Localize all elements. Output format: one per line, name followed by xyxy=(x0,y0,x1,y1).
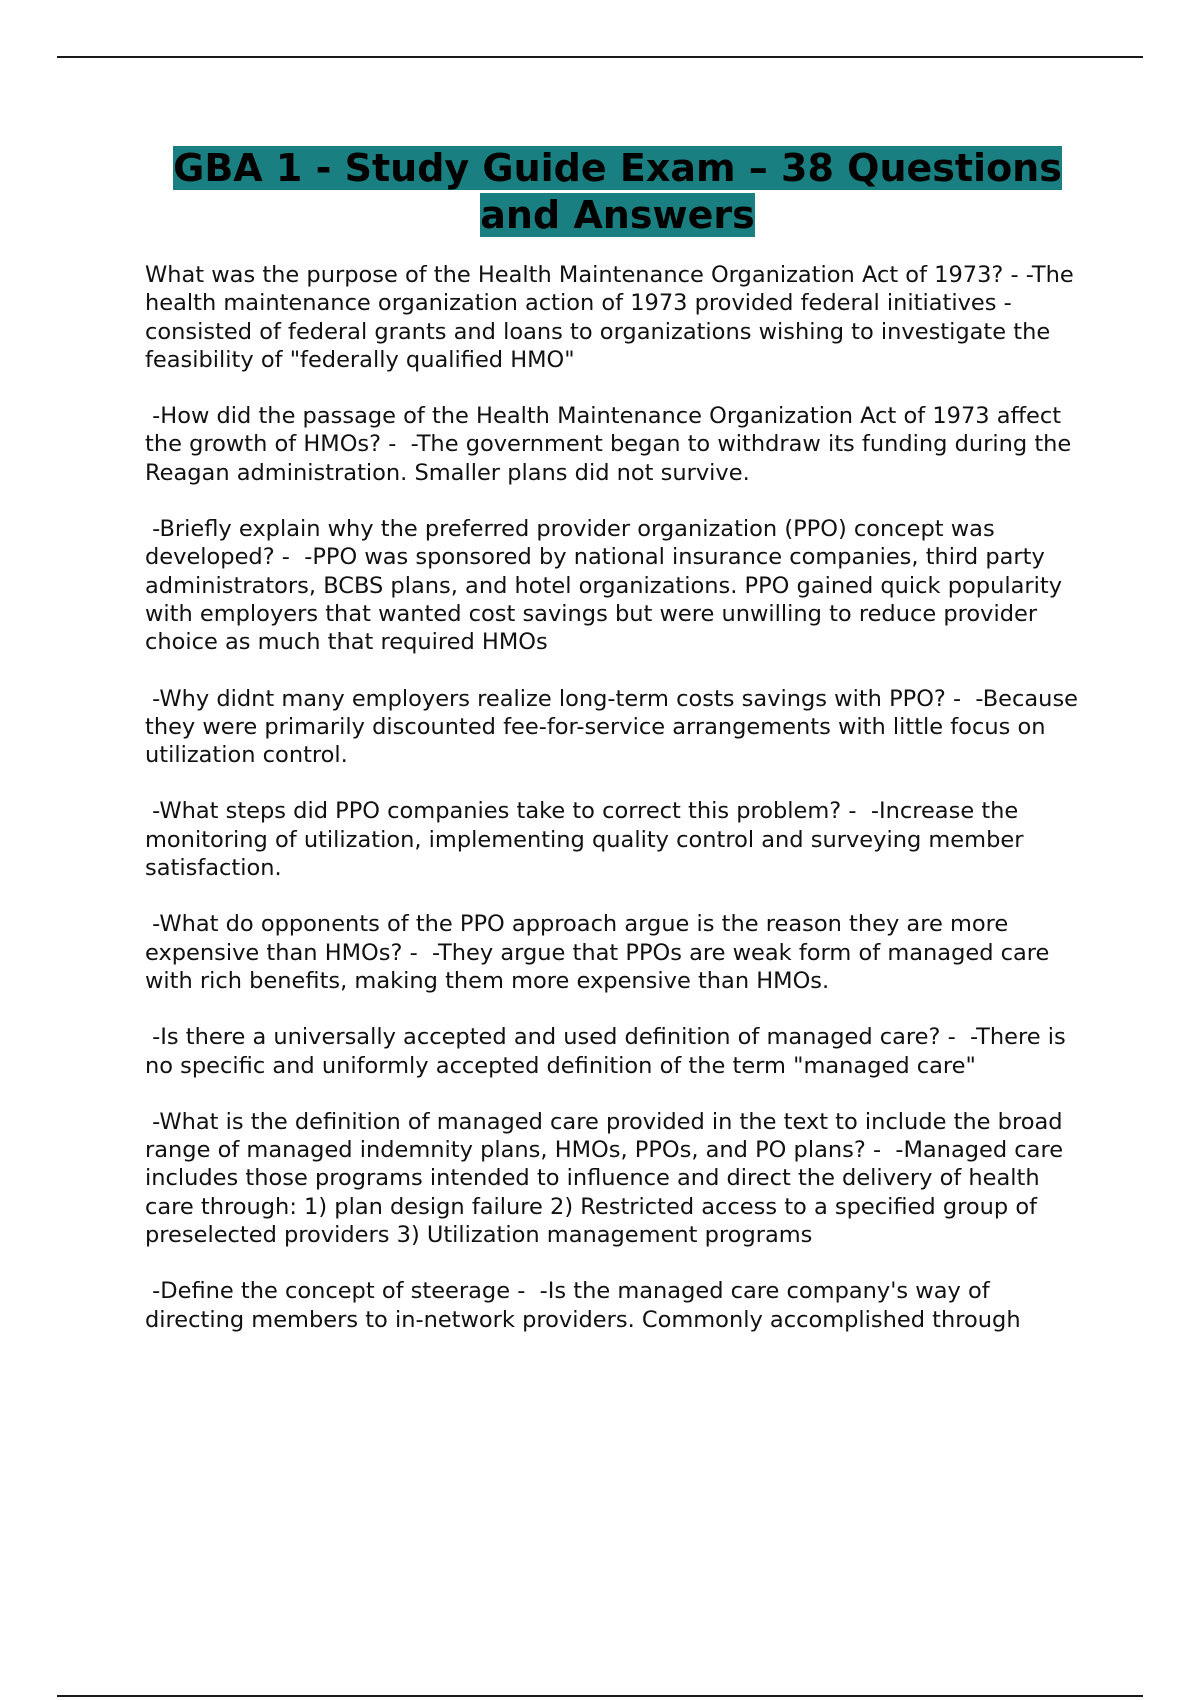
document-title xyxy=(145,145,1090,239)
qa-entry-5: -What steps did PPO companies take to correct this problem? - -Increase the monitoring of utilization, implementing quality control and surveying member satisfaction. xyxy=(145,798,1031,882)
title-highlight: GBA 1 - Study Guide Exam – 38 Questions and Answers xyxy=(173,146,1062,237)
qa-list xyxy=(145,261,1090,1334)
qa-entry-2: -How did the passage of the Health Maintenance Organization Act of 1973 affect the growth of HMOs? - -The government began to withdraw its funding during the Reagan administration. Smaller plans did not survive. xyxy=(145,403,1079,486)
bottom-rule xyxy=(57,1695,1143,1697)
qa-entry-3: -Briefly explain why the preferred provider organization (PPO) concept was developed? - -PPO was sponsored by national insurance companies, third party administrators, BCBS plans, and hotel organizations. PPO gained quick popularity with employers that wanted cost savings but were unwilling to reduce provider choice as much that required HMOs xyxy=(145,516,1070,656)
qa-entry-8: -What is the definition of managed care provided in the text to include the broad range of managed indemnity plans, HMOs, PPOs, and PO plans? - -Managed care includes those programs intended to influence and direct the delivery of health care through: 1) plan design failure 2) Restricted access to a specified group of preselected providers 3) Utilization management programs xyxy=(145,1108,1071,1249)
qa-entry-7: -Is there a universally accepted and used definition of managed care? - -There is no specific and uniformly accepted definition of the term "managed care" xyxy=(145,1024,1073,1079)
document-page xyxy=(145,145,1090,1362)
qa-entry-9: -Define the concept of steerage - -Is the managed care company's way of directing members to in-network providers. Commonly accomplished through xyxy=(145,1278,1021,1333)
qa-entry-1: What was the purpose of the Health Maintenance Organization Act of 1973? - -The health maintenance organization action of 1973 provided federal initiatives - consisted of federal grants and loans to organizations wishing to investigate the feasibility of "federally qualified HMO" xyxy=(145,262,1081,373)
qa-entry-6: -What do opponents of the PPO approach argue is the reason they are more expensive than HMOs? - -They argue that PPOs are weak form of managed care with rich benefits, making them more expensive than HMOs. xyxy=(145,911,1057,994)
qa-entry-4: -Why didnt many employers realize long-term costs savings with PPO? - -Because they were primarily discounted fee-for-service arrangements with little focus on utilization control. xyxy=(145,685,1086,769)
top-rule xyxy=(57,56,1143,58)
